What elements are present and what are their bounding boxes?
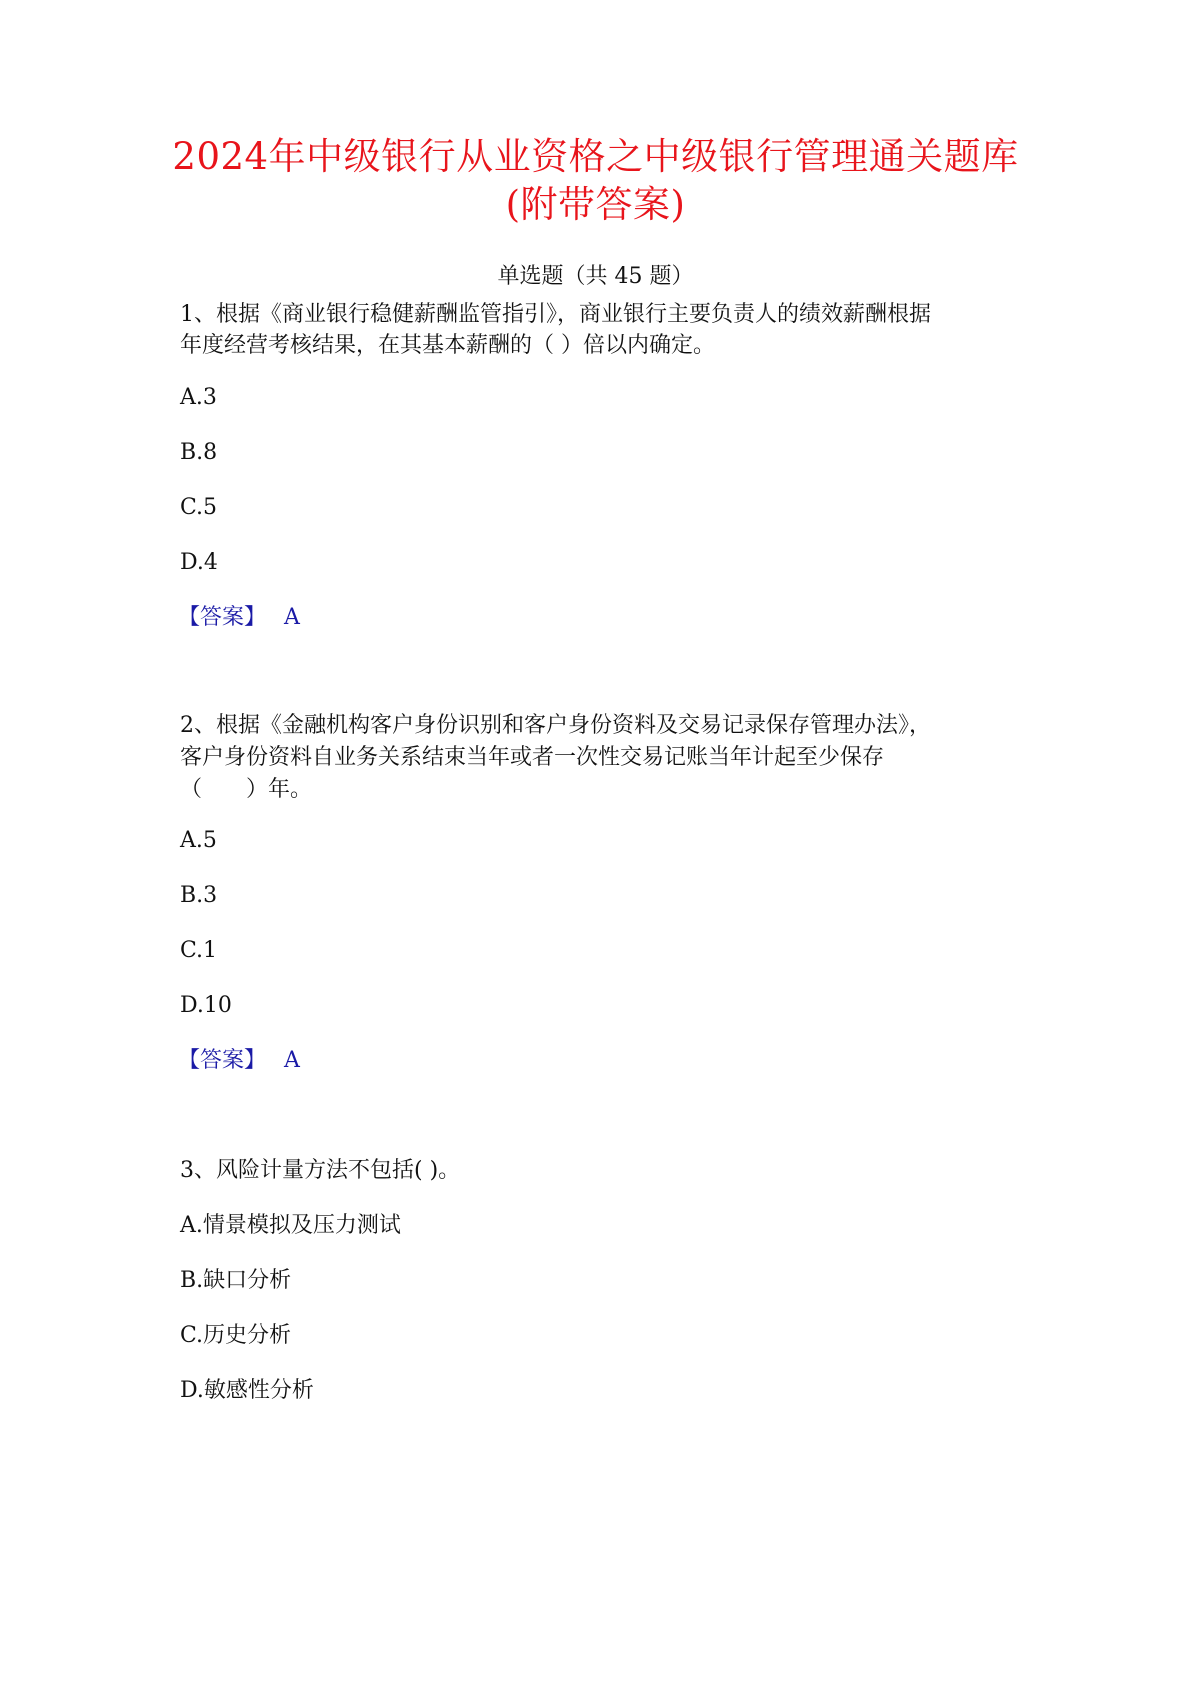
answer-value: A	[284, 1048, 300, 1073]
question-2-stem-line-2: 客户身份资料自业务关系结束当年或者一次性交易记账当年计起至少保存	[180, 745, 885, 770]
question-1-answer	[178, 603, 300, 633]
answer-label: 【答案】	[178, 1048, 267, 1073]
question-2-stem-line-3: （ ）年。	[180, 777, 313, 802]
question-2-option-b: B.3	[180, 883, 218, 908]
question-3-stem-line-1: 3、风险计量方法不包括( )。	[180, 1158, 461, 1183]
question-1-option-a: A.3	[180, 385, 217, 410]
answer-label: 【答案】	[178, 605, 267, 630]
question-3-option-d: D.敏感性分析	[180, 1378, 314, 1403]
question-1-option-c: C.5	[180, 495, 218, 520]
question-2-option-c: C.1	[180, 938, 218, 963]
question-1-option-b: B.8	[180, 440, 218, 465]
question-2-option-a: A.5	[180, 828, 217, 853]
question-1-option-d: D.4	[180, 550, 218, 575]
question-2-answer	[178, 1046, 300, 1076]
document-title-line-2: (附带答案)	[505, 183, 686, 226]
answer-value: A	[284, 605, 300, 630]
question-1-stem-line-2: 年度经营考核结果，在其基本薪酬的（ ）倍以内确定。	[180, 333, 715, 358]
question-2-stem-line-1: 2、根据《金融机构客户身份识别和客户身份资料及交易记录保存管理办法》，	[180, 713, 931, 738]
question-2-option-d: D.10	[180, 993, 232, 1018]
question-3-option-a: A.情景模拟及压力测试	[180, 1213, 401, 1238]
document-title-line-1: 2024年中级银行从业资格之中级银行管理通关题库	[172, 135, 1019, 178]
section-heading: 单选题（共 45 题）	[497, 264, 694, 289]
question-3-option-c: C.历史分析	[180, 1323, 292, 1348]
question-3-option-b: B.缺口分析	[180, 1268, 292, 1293]
question-1-stem-line-1: 1、根据《商业银行稳健薪酬监管指引》，商业银行主要负责人的绩效薪酬根据	[180, 302, 931, 327]
